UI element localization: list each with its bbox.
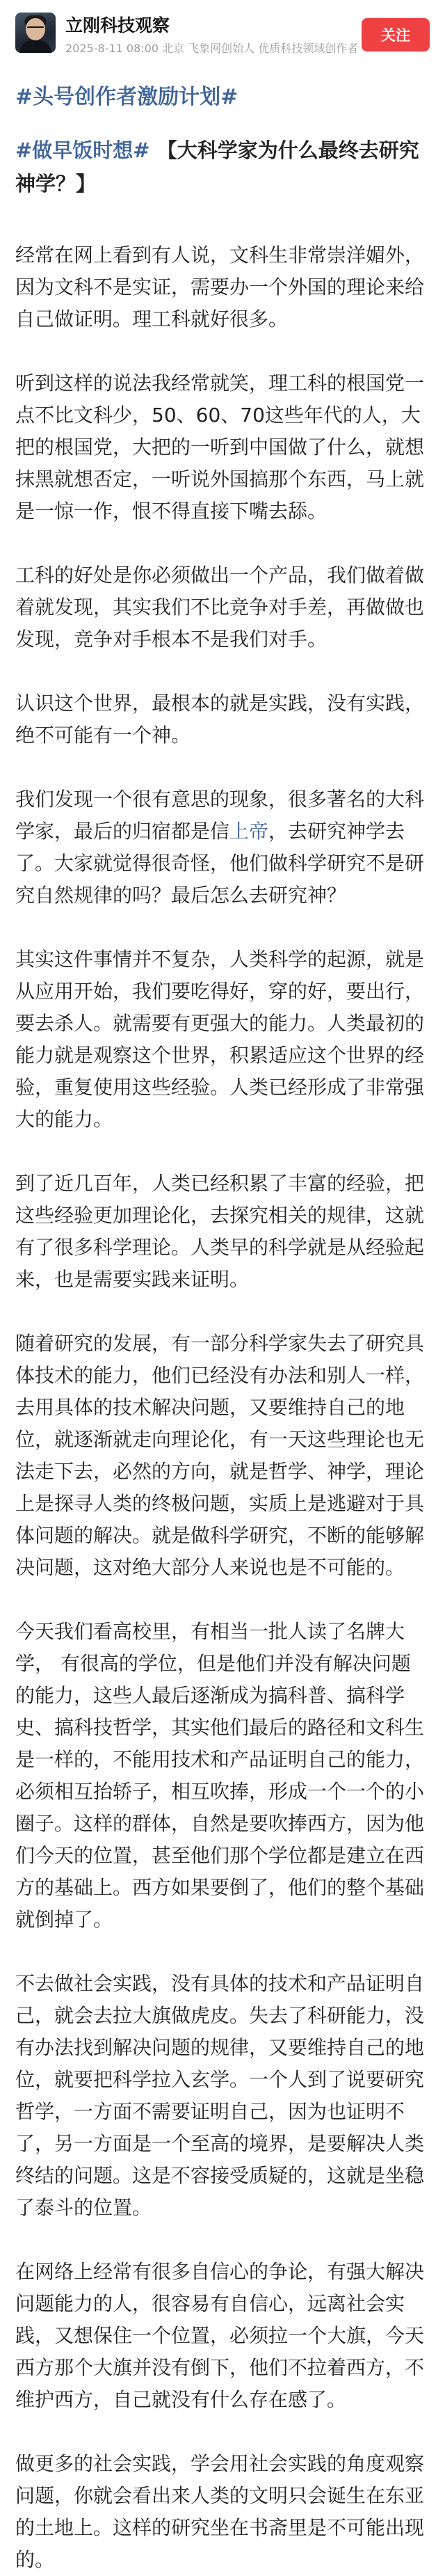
paragraph: 做更多的社会实践，学会用社会实践的角度观察问题，你就会看出来人类的文明只会诞生在东亚的土地上。这样的研究坐在书斋里是不可能出现的。 — [15, 2452, 425, 2571]
topic-title: 【大科学家为什么最终去研究神学？】 — [15, 138, 419, 196]
paragraph: 今天我们看高校里，有相当一批人读了名牌大学， 有很高的学位，但是他们并没有解决问题的能力，这些人最后逐渐成为搞科普、搞科学史、搞科技哲学，其实他们最后的路径和文科生是一样的，不能用技术和产品证明自己的能力，必须相互抬轿子，相互吹捧，形成一个一个的小圈子。这样的群体，自然是要吹捧西方，因为他们今天的位置，甚至他们那个学位都是建立在西方的基础上。西方如果要倒了，他们的整个基础就倒掉了。 — [15, 1620, 425, 1931]
author-meta: 2025-8-11 08:00 北京 飞象网创始人 优质科技领域创作者 — [65, 42, 359, 55]
avatar-glasses — [27, 26, 44, 32]
author-info — [65, 13, 362, 57]
author-avatar[interactable] — [15, 13, 56, 53]
author-name[interactable]: 立刚科技观察 — [65, 15, 170, 35]
paragraph — [15, 784, 430, 912]
paragraph: 认识这个世界，最根本的就是实践，没有实践，绝不可能有一个神。 — [15, 692, 425, 747]
paragraph: 不去做社会实践，没有具体的技术和产品证明自己，就会去拉大旗做虎皮。失去了科研能力，没有办法找到解决问题的规律，又要维持自己的地位，就要把科学拉入玄学。一个人到了说要研究哲学，一方面不需要证明自己，因为也证明不了，另一方面是一个至高的境界，是要解决人类终结的问题。这是不容接受质疑的，这就是坐稳了泰斗的位置。 — [15, 1972, 425, 2219]
paragraph: 到了近几百年，人类已经积累了丰富的经验，把这些经验更加理论化，去探究相关的规律，这就有了很多科学理论。人类早的科学就是从经验起来，也是需要实践来证明。 — [15, 1172, 425, 1291]
paragraph: 在网络上经常有很多自信心的争论，有强大解决问题能力的人，很容易有自信心，远离社会实践，又想保住一个位置，必须拉一个大旗，今天西方那个大旗并没有倒下，他们不拉着西方，不维护西方，自己就没有什么存在感了。 — [15, 2260, 425, 2411]
paragraph: 其实这件事情并不复杂，人类科学的起源，就是从应用开始，我们要吃得好，穿的好，要出行，要去杀人。就需要有更强大的能力。人类最初的能力就是观察这个世界，积累适应这个世界的经验，重复使用这些经验。人类已经形成了非常强大的能力。 — [15, 948, 425, 1131]
article-body — [0, 82, 445, 2576]
campaign-hashtag[interactable]: #头号创作者激励计划# — [15, 85, 238, 109]
topic-hashtag[interactable]: #做早饭时想# — [15, 138, 150, 162]
author-header — [0, 0, 445, 72]
paragraph: 工科的好处是你必须做出一个产品，我们做着做着就发现，其实我们不比竞争对手差，再做做也发现，竞争对手根本不是我们对手。 — [15, 564, 425, 651]
follow-button[interactable]: 关注 — [362, 18, 430, 51]
paragraph-text: 我们发现一个很有意思的现象，很多著名的大科学家，最后的归宿都是信 — [15, 788, 425, 843]
paragraph: 经常在网上看到有人说，文科生非常崇洋媚外，因为文科不是实证，需要办一个外国的理论来给自己做证明。理工科就好很多。 — [15, 244, 425, 331]
avatar-suit — [19, 40, 51, 53]
paragraph: 随着研究的发展，有一部分科学家失去了研究具体技术的能力，他们已经没有办法和别人一样，去用具体的技术解决问题，又要维持自己的地位，就逐渐就走向理论化，有一天这些理论也无法走下去，必然的方向，就是哲学、神学，理论上是探寻人类的终极问题，实质上是逃避对于具体问题的解决。就是做科学研究，不断的能够解决问题，这对绝大部分人来说也是不可能的。 — [15, 1332, 425, 1579]
topic-line — [15, 134, 430, 200]
keyword-link[interactable]: 上帝 — [229, 820, 269, 843]
paragraph: 听到这样的说法我经常就笑，理工科的根国党一点不比文科少，50、60、70这些年代的人，大把的根国党，大把的一听到中国做了什么，就想抹黑就想否定，一听说外国搞那个东西，马上就是一惊一作，恨不得直接下嘴去舔。 — [15, 372, 425, 523]
paragraph-text: ，去研究神学去了。大家就觉得很奇怪，他们做科学研究不是研究自然规律的吗？最后怎么去研究神？ — [15, 820, 425, 907]
